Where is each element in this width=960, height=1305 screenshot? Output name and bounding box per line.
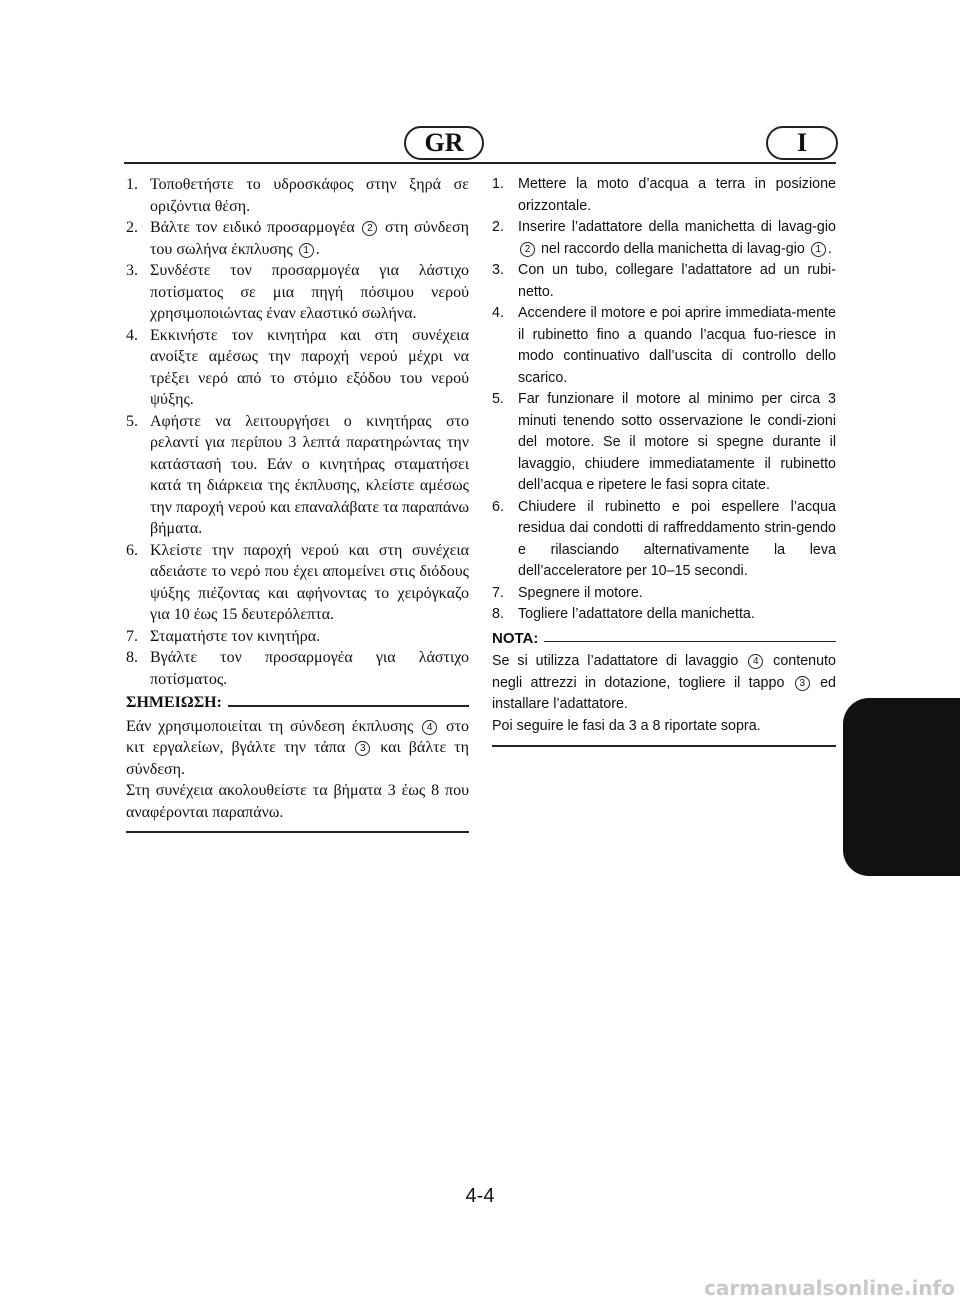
step-number: 1.: [126, 176, 138, 193]
step-number: 3.: [492, 262, 504, 278]
step-number: 4.: [126, 326, 138, 344]
note-text-part: Στη συνέχεια ακολουθείστε τα βήματα 3 έως 8 που αναφέρονται παραπάνω.: [126, 782, 469, 821]
italian-step-5: [492, 389, 836, 497]
greek-step-1: [126, 174, 469, 217]
greek-note-text: [126, 716, 469, 824]
step-text: στη σύνδεση του σωλήνα έκπλυσης: [150, 219, 470, 258]
greek-step-4: [126, 325, 469, 411]
language-code-greek: GR: [424, 128, 464, 157]
language-tab-italian: [766, 126, 838, 160]
note-text-part: Εάν χρησιμοποιείται τη σύνδεση έκπλυσης: [126, 717, 414, 735]
note-rule: [544, 641, 836, 643]
italian-note-header: [492, 628, 836, 650]
greek-step-6: [126, 540, 469, 626]
chapter-thumb-tab: [843, 698, 960, 876]
step-text: Accendere il motore e poi aprire immediata-mente il rubinetto fino a quando l’acqua fuo-riesce in modo continuativo dall’uscita di controllo dello scarico.: [518, 305, 836, 386]
greek-step-5: [126, 411, 469, 540]
italian-step-1: [492, 174, 836, 217]
step-number: 7.: [492, 584, 504, 601]
step-text: Mettere la moto d’acqua a terra in posizione orizzontale.: [518, 176, 836, 214]
step-number: 5.: [126, 412, 138, 430]
note-text-part: και βάλτε τη σύνδεση.: [126, 739, 469, 778]
step-number: 8.: [126, 649, 138, 666]
step-text: .: [315, 240, 320, 258]
language-code-italian: I: [796, 128, 808, 157]
callout-marker: 4: [748, 654, 763, 669]
step-number: 8.: [492, 606, 504, 622]
language-tab-greek: [404, 126, 484, 160]
step-text: Εκκινήστε τον κινητήρα και στη συνέχεια ανοίξτε αμέσως την παροχή νερού μέχρι να τρέξει νερό από το στόμιο εξόδου του νερού ψύξης.: [150, 326, 469, 408]
greek-step-7: [126, 626, 469, 648]
step-text: .: [827, 240, 832, 257]
step-number: 7.: [126, 627, 138, 645]
note-text-part: ed installare l’adattatore.: [492, 674, 836, 712]
step-text: Spegnere il motore.: [518, 584, 643, 601]
step-number: 2.: [492, 219, 504, 235]
callout-marker: 3: [355, 741, 370, 756]
header-rule: [124, 162, 836, 164]
step-number: 3.: [126, 262, 138, 279]
italian-step-4: [492, 303, 836, 389]
step-number: 4.: [492, 305, 504, 321]
greek-step-2: [126, 217, 469, 260]
step-text: Συνδέστε τον προσαρμογέα για λάστιχο ποτίσματος σε μια πηγή πόσιμου νερού χρησιμοποιώντας έναν ελαστικό σωλήνα.: [150, 262, 469, 322]
page-number: 4-4: [465, 1185, 495, 1207]
step-number: 5.: [492, 391, 504, 407]
callout-marker: 2: [362, 221, 377, 236]
note-title: NOTA:: [492, 629, 539, 647]
italian-column: [492, 174, 836, 747]
note-text-part: Se si utilizza l’adattatore di lavaggio: [492, 653, 739, 669]
italian-step-7: [492, 583, 836, 605]
step-number: 6.: [126, 541, 138, 559]
step-text: Τοποθετήστε το υδροσκάφος στην ξηρά σε οριζόντια θέση.: [150, 176, 469, 215]
step-text: Βάλτε τον ειδικό προσαρμογέα: [150, 219, 355, 236]
note-rule: [228, 705, 469, 707]
note-end-rule: [126, 831, 469, 833]
greek-steps: [126, 174, 469, 690]
callout-marker: 1: [811, 242, 826, 257]
italian-step-2: [492, 217, 836, 260]
note-text-part: Poi seguire le fasi da 3 a 8 riportate sopra.: [492, 717, 761, 734]
step-text: Chiudere il rubinetto e poi espellere l’acqua residua dai condotti di raffreddamento strin-gendo e rilasciando alternativamente la leva dell’acceleratore per 10–15 secondi.: [518, 498, 836, 579]
note-text-part: contenuto negli attrezzi in dotazione, togliere il tappo: [492, 653, 836, 691]
italian-step-8: [492, 604, 836, 626]
greek-note-header: [126, 692, 469, 714]
step-text: Inserire l’adattatore della manichetta di lavag-gio: [518, 219, 836, 235]
step-number: 6.: [492, 498, 504, 515]
callout-marker: 1: [299, 243, 314, 258]
note-end-rule: [492, 745, 836, 747]
callout-marker: 2: [520, 242, 535, 257]
step-text: Αφήστε να λειτουργήσει ο κινητήρας στο ρελαντί για περίπου 3 λεπτά παρατηρώντας την κατάστασή του. Εάν ο κινητήρας σταματήσει κατά τη διάρκεια της έκπλυσης, κλείστε αμέσως την παροχή νερού και επαναλάβατε τα παραπάνω βήματα.: [150, 412, 469, 537]
note-title: ΣΗΜΕΙΩΣΗ:: [126, 694, 222, 711]
italian-note-text: [492, 651, 836, 737]
greek-column: [126, 174, 469, 833]
step-text: Con un tubo, collegare l’adattatore ad un rubi-netto.: [518, 262, 836, 300]
step-number: 2.: [126, 219, 138, 236]
greek-step-8: [126, 647, 469, 690]
italian-step-6: [492, 497, 836, 583]
greek-step-3: [126, 260, 469, 325]
step-text: nel raccordo della manichetta di lavag-gio: [540, 240, 805, 257]
callout-marker: 3: [795, 676, 810, 691]
italian-steps: [492, 174, 836, 626]
step-text: Togliere l’adattatore della manichetta.: [518, 606, 755, 622]
step-text: Κλείστε την παροχή νερού και στη συνέχεια αδειάστε το νερό που έχει απομείνει στις διόδους ψύξης πιέζοντας και αφήνοντας το χειρόγκαζο για 10 έως 15 δευτερόλεπτα.: [150, 541, 469, 623]
note-text-part: στο κιτ εργαλείων, βγάλτε την τάπα: [126, 717, 470, 756]
step-text: Σταματήστε τον κινητήρα.: [150, 627, 321, 645]
step-number: 1.: [492, 176, 504, 192]
italian-step-3: [492, 260, 836, 303]
callout-marker: 4: [422, 720, 437, 735]
step-text: Βγάλτε τον προσαρμογέα για λάστιχο ποτίσματος.: [150, 649, 469, 688]
watermark: carmanualsonline.info: [704, 1276, 955, 1300]
step-text: Far funzionare il motore al minimo per circa 3 minuti tenendo sotto osservazione le condi-zioni del motore. Se il motore si spegne durante il lavaggio, chiudere immediatamente il rubinetto dell’acqua e ripetere le fasi sopra citate.: [518, 391, 836, 493]
